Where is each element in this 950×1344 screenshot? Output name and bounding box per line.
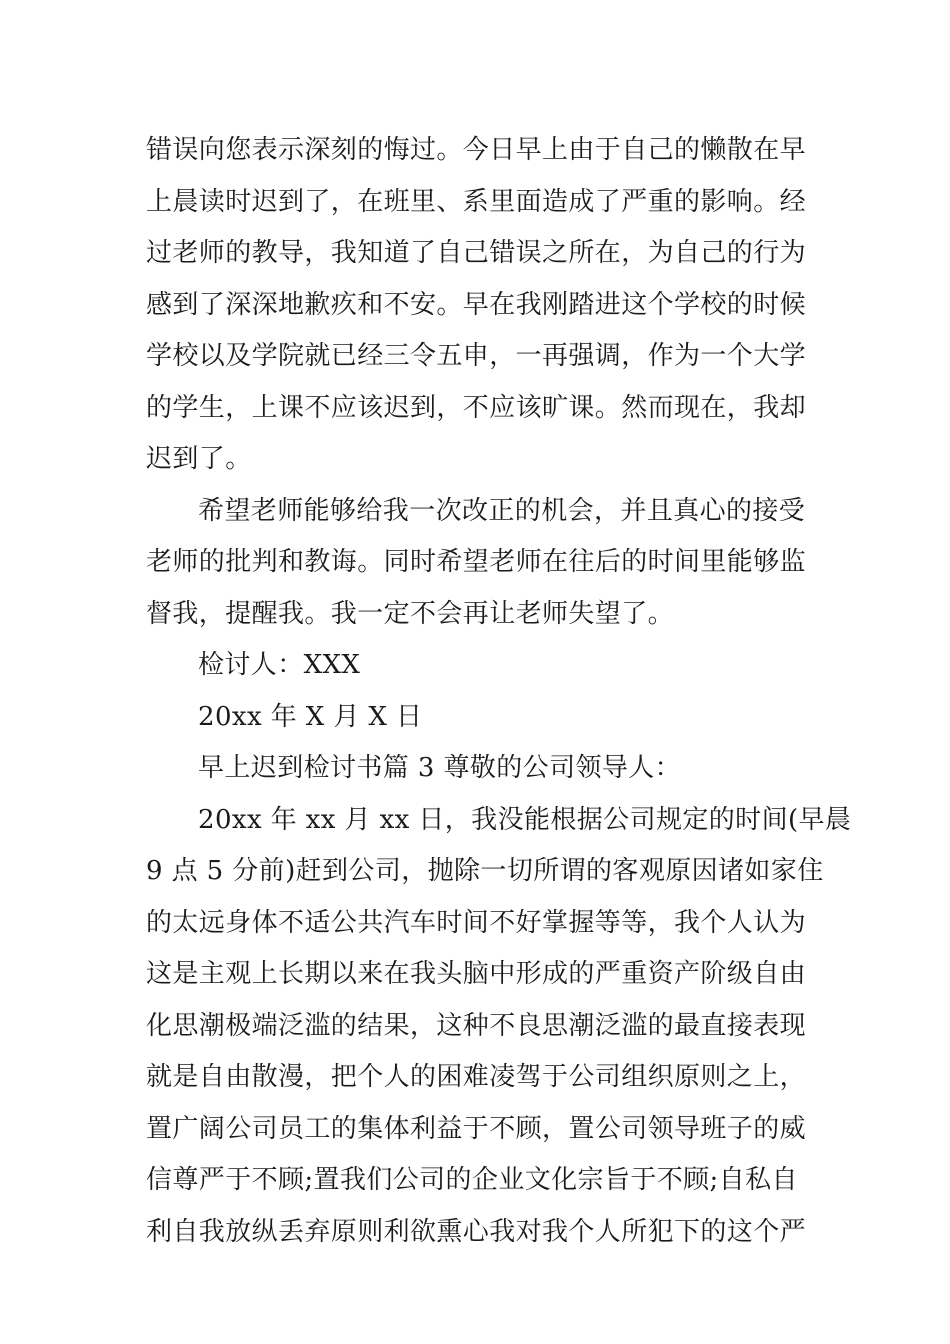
text-line: 化思潮极端泛滥的结果，这种不良思潮泛滥的最直接表现 <box>146 1010 807 1041</box>
text-line: 就是自由散漫，把个人的困难凌驾于公司组织原则之上， <box>146 1062 807 1092</box>
text-line: 迟到了。 <box>146 444 252 474</box>
text-line: 老师的批判和教诲。同时希望老师在往后的时间里能够监 <box>146 547 807 577</box>
text-line: 的太远身体不适公共汽车时间不好掌握等等，我个人认为 <box>146 907 807 938</box>
text-line: 这是主观上长期以来在我头脑中形成的严重资产阶级自由 <box>146 959 807 989</box>
text-line: 错误向您表示深刻的悔过。今日早上由于自己的懒散在早 <box>146 135 807 165</box>
text-line: 利自我放纵丢弃原则利欲熏心我对我个人所犯下的这个严 <box>146 1216 807 1247</box>
section-heading-line: 早上迟到检讨书篇 3 尊敬的公司领导人： <box>198 753 682 783</box>
text-line: 感到了深深地歉疚和不安。早在我刚踏进这个学校的时候 <box>146 289 807 320</box>
text-line: 置广阔公司员工的集体利益于不顾，置公司领导班子的威 <box>146 1113 807 1144</box>
text-line: 学校以及学院就已经三令五申，一再强调，作为一个大学 <box>146 341 807 371</box>
paragraph-start-line: 20xx 年 xx 月 xx 日，我没能根据公司规定的时间(早晨 <box>198 804 852 835</box>
date-line: 20xx 年 X 月 X 日 <box>198 701 423 732</box>
text-line: 信尊严于不顾;置我们公司的企业文化宗旨于不顾;自私自 <box>146 1165 798 1195</box>
text-line: 的学生，上课不应该迟到，不应该旷课。然而现在，我却 <box>146 392 807 423</box>
text-line: 上晨读时迟到了，在班里、系里面造成了严重的影响。经 <box>146 186 807 217</box>
paragraph-start-line: 希望老师能够给我一次改正的机会，并且真心的接受 <box>198 495 806 526</box>
text-line: 9 点 5 分前)赶到公司，抛除一切所谓的客观原因诸如家住 <box>146 856 824 886</box>
document-body <box>146 128 852 1261</box>
signature-line: 检讨人：XXX <box>198 650 361 680</box>
text-line: 督我，提醒我。我一定不会再让老师失望了。 <box>146 598 675 629</box>
text-line: 过老师的教导，我知道了自己错误之所在，为自己的行为 <box>146 238 807 268</box>
